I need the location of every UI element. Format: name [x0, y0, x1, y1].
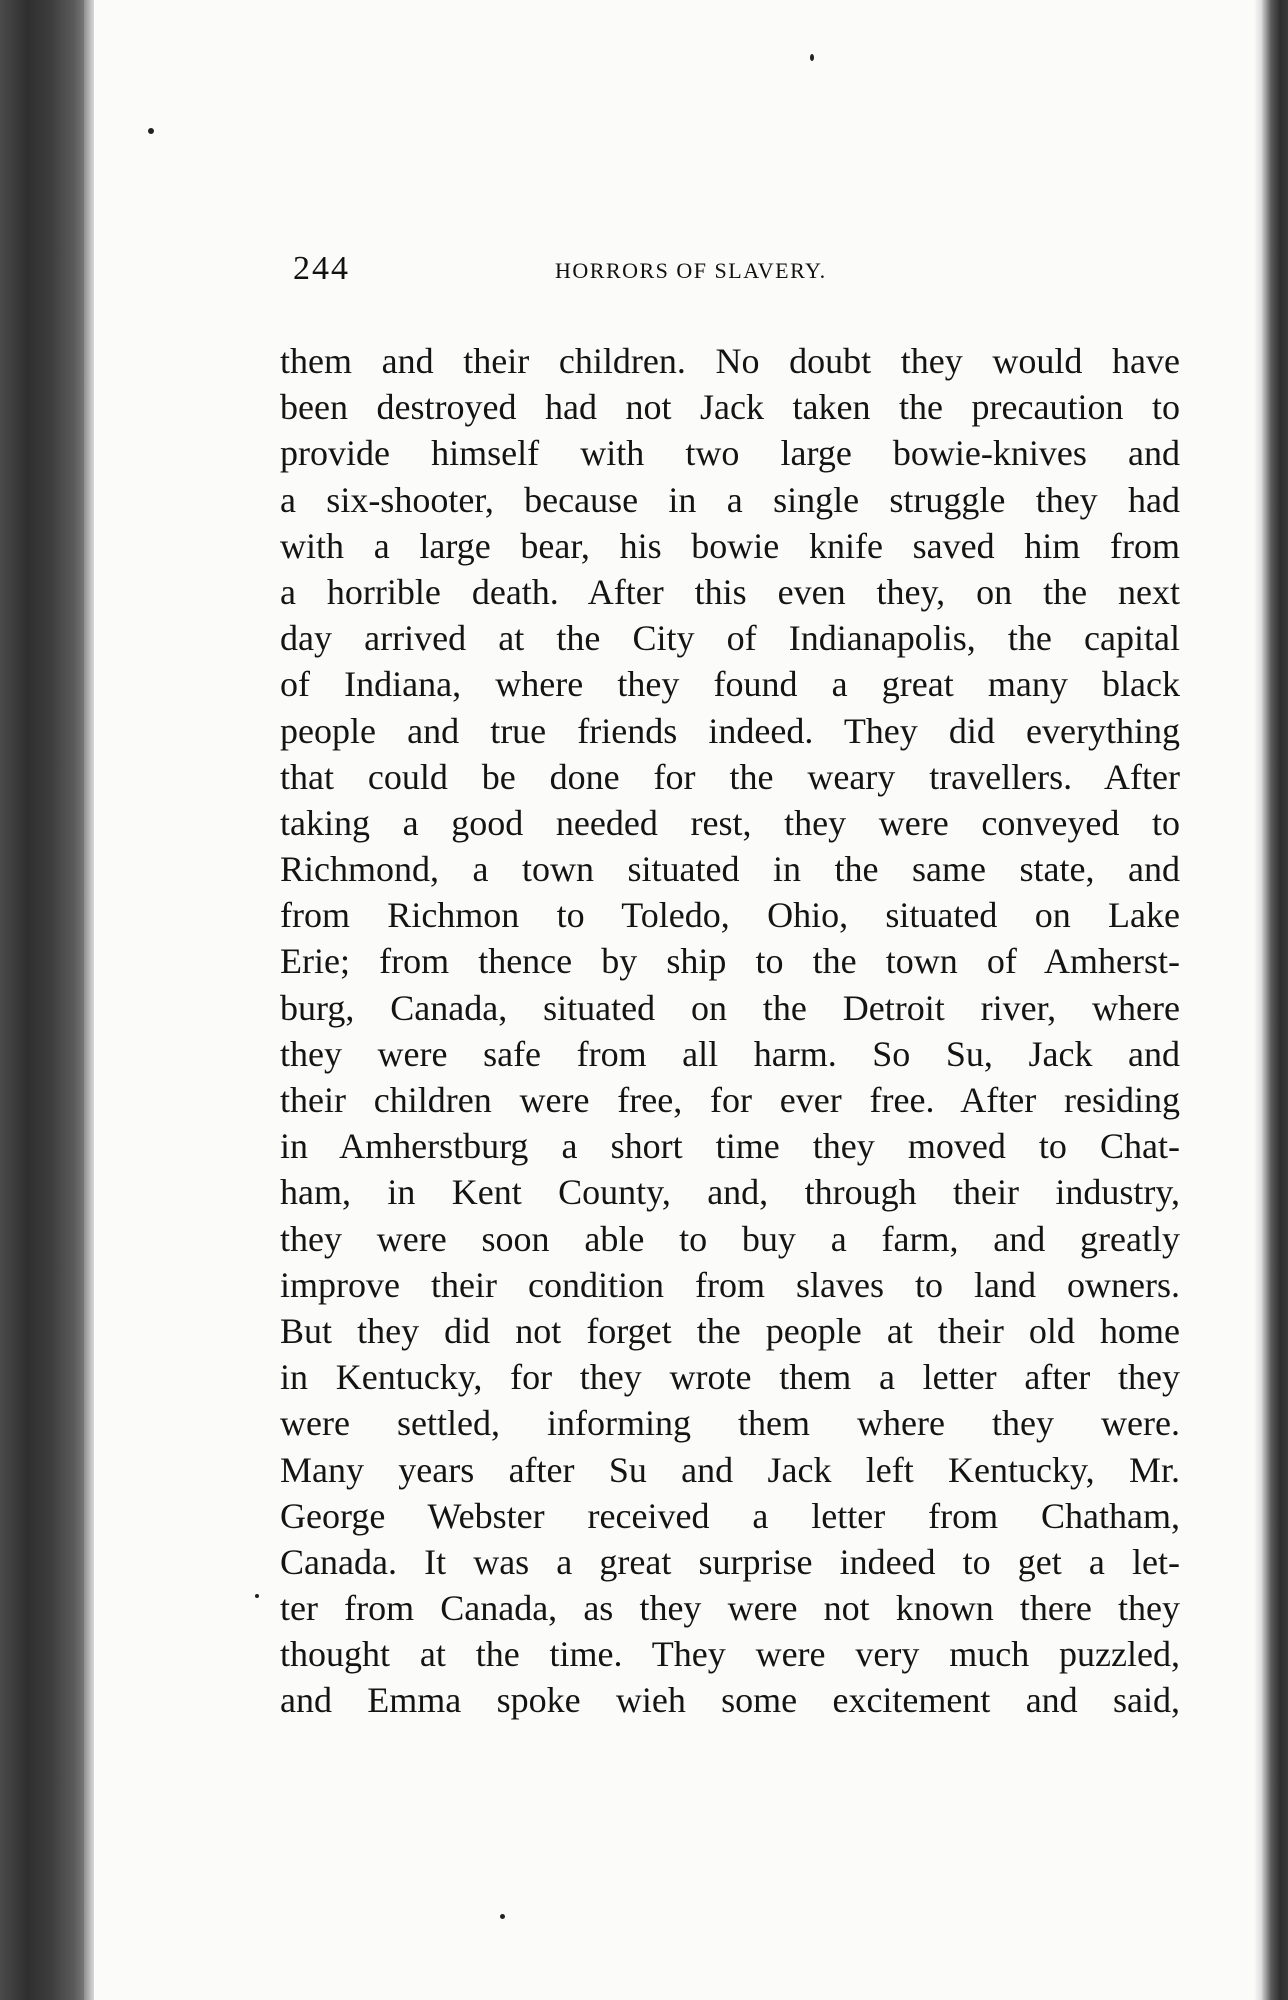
text-line: thought at the time. They were very much puzzled, [280, 1634, 1180, 1675]
text-line: day arrived at the City of Indianapolis, the capital [280, 618, 1180, 659]
next-page-edge [1262, 0, 1288, 2000]
text-line: a horrible death. After this even they, on the next [280, 571, 1180, 612]
running-title: HORRORS OF SLAVERY. [555, 258, 827, 283]
text-line: But they did not forget the people at their old home [280, 1310, 1180, 1351]
text-line: their children were free, for ever free. After residing [280, 1080, 1180, 1120]
spine-edge [84, 0, 94, 2000]
scan-speck [148, 128, 154, 134]
text-line: been destroyed had not Jack taken the precaution to [280, 387, 1180, 428]
page-edge-shadow [1254, 0, 1262, 2000]
text-line: they were soon able to buy a farm, and greatly [280, 1218, 1180, 1259]
text-line: of Indiana, where they found a great many black [280, 664, 1180, 705]
text-line: Canada. It was a great surprise indeed to get a let- [280, 1541, 1180, 1582]
text-line: ham, in Kent County, and, through their industry, [280, 1172, 1180, 1213]
text-line: in Amherstburg a short time they moved to Chat- [280, 1126, 1180, 1167]
text-line: and Emma spoke wieh some excitement and said, [280, 1680, 1180, 1721]
text-line: Erie; from thence by ship to the town of Amherst- [280, 941, 1180, 982]
text-line: provide himself with two large bowie-knives and [280, 433, 1180, 474]
page-number: 244 [293, 250, 350, 287]
book-spine [0, 0, 92, 2000]
text-line: burg, Canada, situated on the Detroit river, where [280, 987, 1180, 1028]
text-line: George Webster received a letter from Chatham, [280, 1495, 1180, 1536]
text-line: that could be done for the weary travellers. After [280, 756, 1180, 797]
text-line: improve their condition from slaves to land owners. [280, 1264, 1180, 1305]
text-line: in Kentucky, for they wrote them a letter after they [280, 1357, 1180, 1398]
page-header [293, 250, 933, 300]
scan-speck [255, 1594, 259, 1598]
text-line: with a large bear, his bowie knife saved him from [280, 525, 1180, 566]
text-line: a six-shooter, because in a single struggle they had [280, 479, 1180, 520]
text-line: taking a good needed rest, they were conveyed to [280, 802, 1180, 843]
body-text [280, 338, 1180, 1724]
text-line: Richmond, a town situated in the same state, and [280, 849, 1180, 890]
text-line: were settled, informing them where they were. [280, 1403, 1180, 1444]
text-line: they were safe from all harm. So Su, Jack and [280, 1033, 1180, 1074]
scan-speck [810, 54, 814, 61]
text-line: ter from Canada, as they were not known there they [280, 1588, 1180, 1629]
text-line: them and their children. No doubt they would have [280, 341, 1180, 381]
text-line: from Richmon to Toledo, Ohio, situated on Lake [280, 895, 1180, 936]
scan-speck [500, 1914, 505, 1919]
text-line: Many years after Su and Jack left Kentucky, Mr. [280, 1449, 1180, 1490]
text-line: people and true friends indeed. They did everything [280, 710, 1180, 751]
